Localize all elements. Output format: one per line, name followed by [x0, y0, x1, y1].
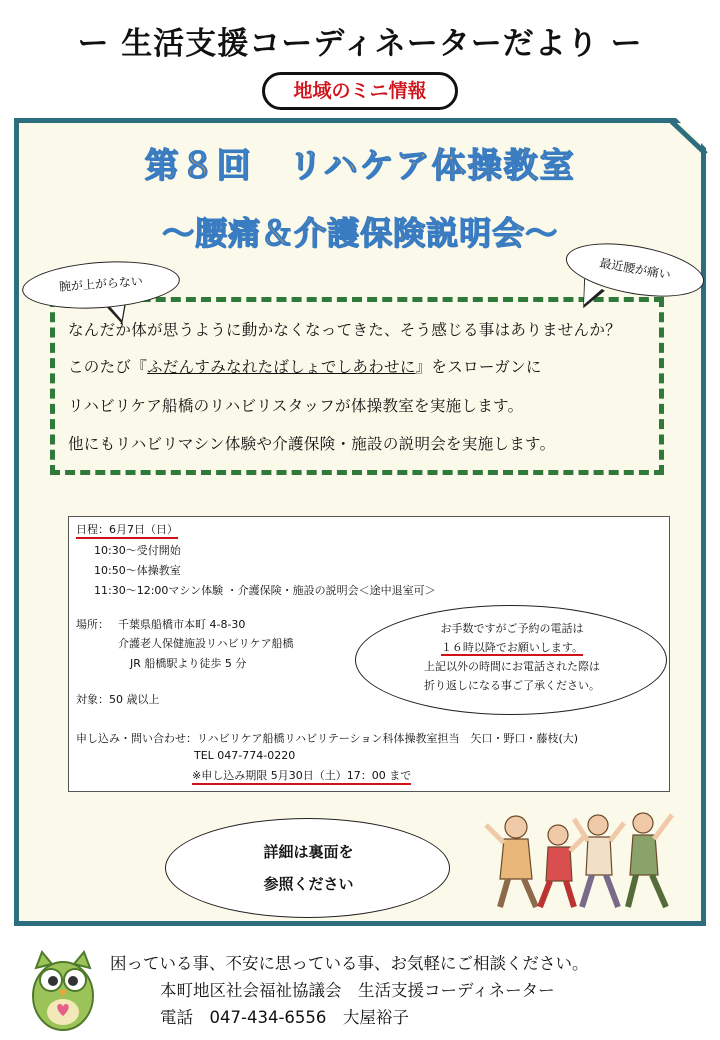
- intro-text: このたび『: [68, 358, 148, 376]
- detail-line: 参照ください: [263, 875, 354, 893]
- see-back-bubble: [165, 818, 450, 918]
- target-audience: 対象：50 歳以上: [76, 693, 160, 706]
- footer-organization: 本町地区社会福祉協議会 生活支援コーディネーター: [160, 981, 555, 1000]
- application-deadline: ※申し込み期限 5月30日（土）17：00 まで: [192, 767, 411, 785]
- place-address: 千葉県船橋市本町 4-8-30: [118, 618, 246, 631]
- section-badge: 地域のミニ情報: [262, 72, 458, 110]
- event-title: 第８回 リハケア体操教室: [144, 146, 576, 186]
- notice-hours: １６時以降でお願いします。: [440, 641, 584, 654]
- place-label: 場所：: [76, 618, 109, 631]
- intro-line: [68, 355, 668, 377]
- exercising-seniors-illustration: [478, 795, 678, 915]
- schedule-item: 11:30～12:00マシン体験 ・介護保険・施設の説明会＜途中退室可＞: [94, 584, 436, 597]
- notice-line: 上記以外の時間にお電話された際は: [424, 660, 600, 673]
- detail-line: 詳細は裏面を: [263, 843, 354, 861]
- phone-notice: [355, 605, 667, 715]
- slogan: ふだんすみなれたばしょでしあわせに: [147, 358, 416, 376]
- owl-mascot-icon: [28, 944, 98, 1034]
- footer-message: 困っている事、不安に思っている事、お気軽にご相談ください。: [110, 954, 589, 973]
- event-date: 日程：6月7日（日）: [76, 521, 178, 539]
- contact-info: 申し込み・問い合わせ：リハビリケア船橋リハビリテーション科体操教室担当 矢口・野口・藤枝(大): [76, 732, 579, 745]
- place-facility: 介護老人保健施設リハビリケア船橋: [118, 637, 294, 650]
- notice-line: 折り返しになる事ご了承ください。: [424, 679, 600, 692]
- speech-bubble-arm: 腕が上がらない: [21, 257, 182, 314]
- intro-line: 他にもリハビリマシン体験や介護保険・施設の説明会を実施します。: [68, 435, 556, 453]
- footer-phone: 電話 047-434-6556 大屋裕子: [160, 1008, 409, 1027]
- contact-tel: TEL 047-774-0220: [194, 749, 296, 762]
- newsletter-title: ー 生活支援コーディネーターだより ー: [77, 26, 643, 62]
- intro-line: リハビリケア船橋のリハビリスタッフが体操教室を実施します。: [68, 397, 524, 415]
- place-access: JR 船橋駅より徒歩 5 分: [130, 657, 247, 670]
- intro-line: なんだか体が思うように動かなくなってきた、そう感じる事はありませんか？: [68, 321, 622, 339]
- schedule-item: 10:50～体操教室: [94, 564, 181, 577]
- notice-line: [356, 639, 668, 655]
- notice-line: お手数ですがご予約の電話は: [440, 622, 584, 635]
- intro-text: 』をスローガンに: [415, 358, 542, 376]
- speech-bubble-back: 最近腰が痛い: [562, 234, 708, 306]
- schedule-item: 10:30～受付開始: [94, 544, 181, 557]
- event-subtitle: ～腰痛＆介護保険説明会～: [161, 214, 558, 252]
